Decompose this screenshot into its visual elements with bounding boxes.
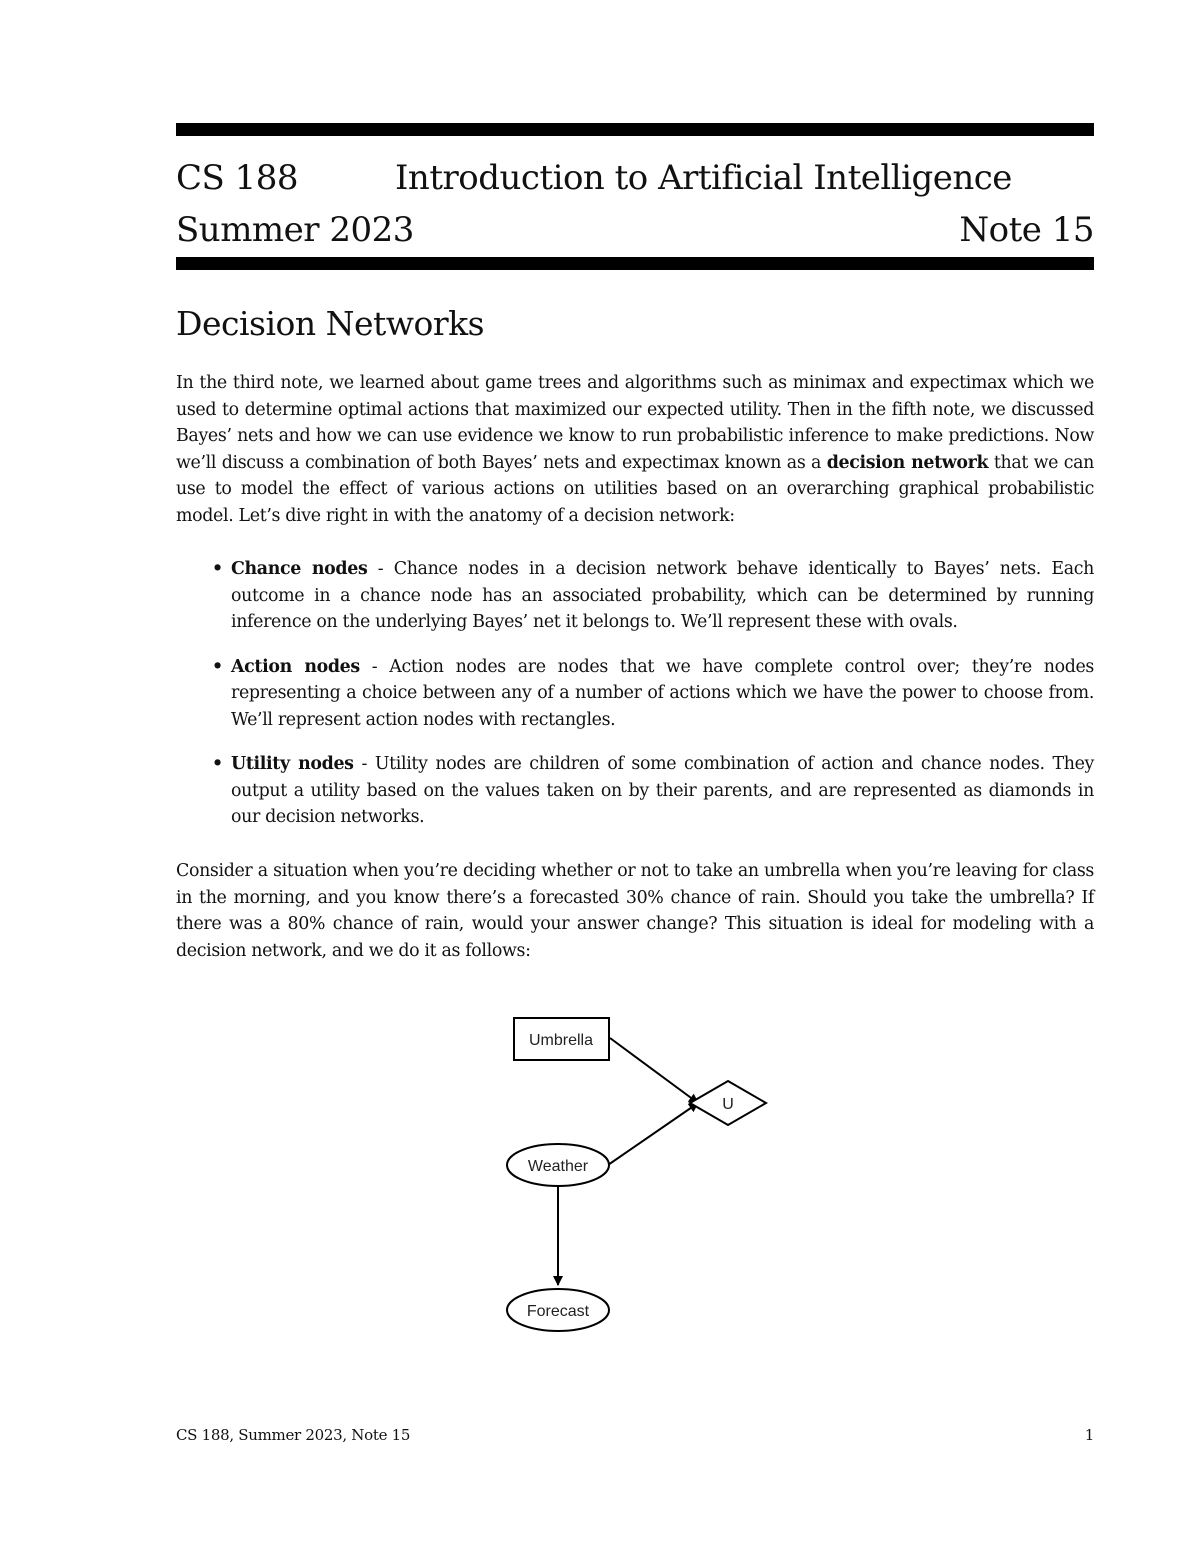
term: Summer 2023: [176, 210, 414, 250]
intro-text-1: In the third note, we learned about game trees and algorithms such as minimax and expectimax which we used to determine optimal actions that maximized our expected utility. Then in the fifth note, we discussed Bayes’ nets and how we can use evidence we know to run probabilistic inference to make predictions. Now we’ll discuss a combination of both Bayes’ nets and expectimax known as a: [176, 373, 1094, 473]
weather-node-label: Weather: [527, 1158, 589, 1175]
bullet-text: - Utility nodes are children of some combination of action and chance nodes. They output a utility based on the values taken on by their parents, and are represented as diamonds in our decision networks.: [231, 754, 1095, 827]
edge-umbrella-to-utility: [610, 1038, 698, 1103]
bullet-term: Utility nodes: [231, 754, 354, 774]
decision-network-diagram: [490, 1005, 790, 1350]
section-title: Decision Networks: [176, 304, 485, 343]
header-top-rule: [176, 123, 1094, 136]
header-bottom-rule: [176, 257, 1094, 270]
list-item-action-nodes: [176, 654, 1094, 734]
bullet-text: - Chance nodes in a decision network behave identically to Bayes’ nets. Each outcome in a chance node has an associated probability, which can be determined by running inference on the underlying Bayes’ net it belongs to. We’ll represent these with ovals.: [231, 559, 1094, 632]
edge-weather-to-utility: [608, 1103, 698, 1165]
footer-course-note: CS 188, Summer 2023, Note 15: [176, 1426, 411, 1444]
intro-text-2: that we can use to model the effect of various actions on utilities based on an overarching graphical probabilistic model. Let’s dive right in with the anatomy of a decision network:: [176, 452, 1094, 526]
course-title: Introduction to Artificial Intelligence: [395, 158, 1012, 198]
course-code: CS 188: [176, 158, 299, 198]
list-item-chance-nodes: [176, 556, 1094, 636]
scenario-paragraph: Consider a situation when you’re deciding whether or not to take an umbrella when you’re leaving for class in the morning, and you know there’s a forecasted 30% chance of rain. Should you take the umbrella? If there was a 80% chance of rain, would your answer change? This situation is ideal for modeling with a decision network, and we do it as follows:: [176, 861, 1094, 961]
bullet-text: - Action nodes are nodes that we have complete control over; they’re nodes representing a choice between any of a number of actions which we have the power to choose from. We’ll represent action nodes with rectangles.: [231, 656, 1095, 730]
bullet-marker: •: [212, 656, 223, 677]
bullet-term: Action nodes: [231, 656, 360, 677]
note-number: Note 15: [959, 210, 1094, 250]
utility-node-label: U: [722, 1096, 734, 1113]
intro-bold-term: decision network: [826, 452, 989, 473]
intro-paragraph: [176, 370, 1094, 529]
bullet-marker: •: [212, 754, 223, 774]
umbrella-node-label: Umbrella: [528, 1032, 594, 1049]
bullet-marker: •: [212, 559, 223, 579]
node-types-list: [176, 556, 1094, 849]
forecast-node-label: Forecast: [526, 1303, 590, 1320]
bullet-term: Chance nodes: [231, 559, 368, 579]
list-item-utility-nodes: [176, 751, 1094, 831]
page-number: 1: [1084, 1426, 1094, 1444]
